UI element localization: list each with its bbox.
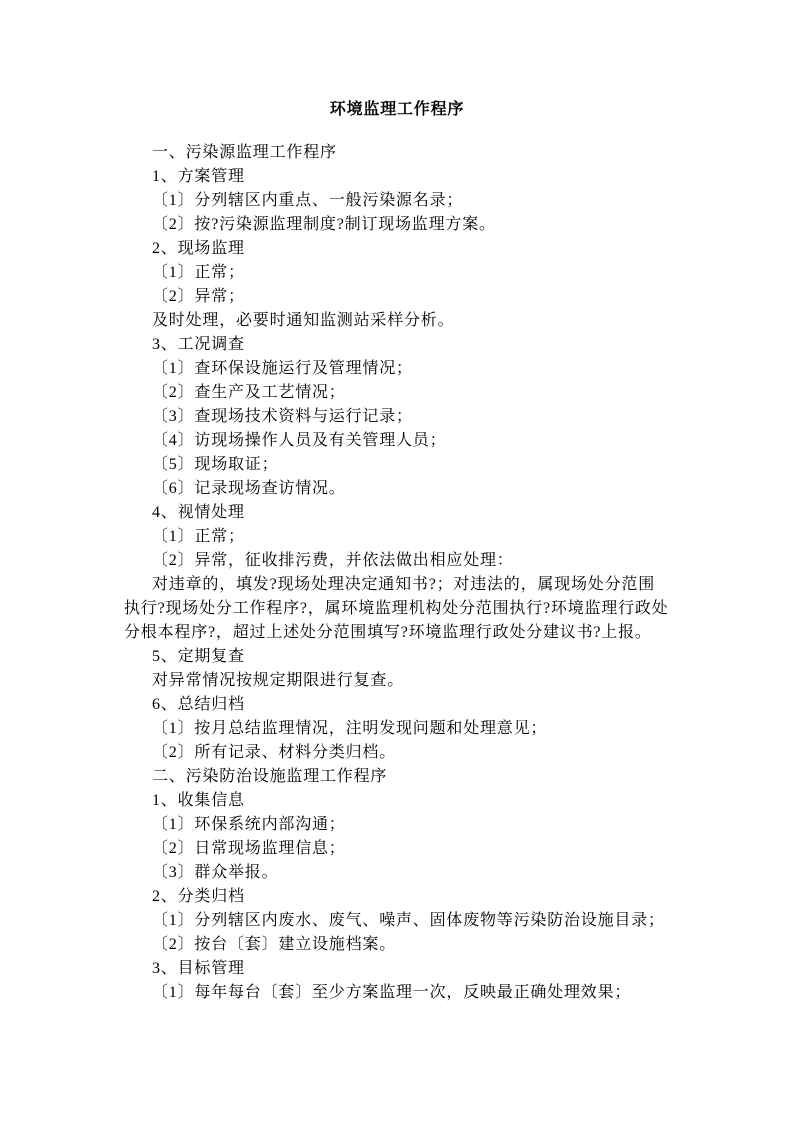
list-item: 〔1〕每年每台〔套〕至少方案监理一次，反映最正确处理效果； [152, 984, 632, 1001]
list-item: 〔1〕分列辖区内废水、废气、噪声、固体废物等污染防治设施目录； [152, 912, 665, 929]
subsection-heading: 5、定期复查 [152, 648, 245, 665]
note-paragraph: 及时处理，必要时通知监测站采样分析。 [152, 312, 455, 329]
paragraph-line: 对违章的，填发?现场处理决定通知书?；对违法的，属现场处分范围 [152, 576, 656, 593]
list-item: 〔2〕查生产及工艺情况； [152, 384, 346, 401]
list-item: 〔1〕查环保设施运行及管理情况； [152, 360, 413, 377]
subsection-heading: 3、工况调查 [152, 336, 245, 353]
list-item: 〔2〕按?污染源监理制度?制订现场监理方案。 [152, 216, 496, 233]
subsection-heading: 2、分类归档 [152, 888, 245, 905]
list-item: 〔4〕访现场操作人员及有关管理人员； [152, 432, 447, 449]
list-item: 〔5〕现场取证； [152, 456, 279, 473]
list-item: 〔2〕异常，征收排污费，并依法做出相应处理： [152, 552, 514, 569]
subsection-heading: 1、方案管理 [152, 168, 245, 185]
list-item: 〔2〕所有记录、材料分类归档。 [152, 744, 397, 761]
list-item: 〔1〕环保系统内部沟通； [152, 816, 346, 833]
subsection-heading: 6、总结归档 [152, 696, 245, 713]
note-paragraph: 对异常情况按规定期限进行复查。 [152, 672, 405, 689]
list-item: 〔3〕群众举报。 [152, 864, 279, 881]
list-item: 〔1〕正常； [152, 264, 245, 281]
list-item: 〔2〕异常； [152, 288, 245, 305]
list-item: 〔6〕记录现场查访情况。 [152, 480, 346, 497]
paragraph-line: 执行?现场处分工作程序?，属环境监理机构处分范围执行?环境监理行政处 [124, 600, 669, 617]
list-item: 〔1〕正常； [152, 528, 245, 545]
subsection-heading: 3、目标管理 [152, 960, 245, 977]
list-item: 〔2〕按台〔套〕建立设施档案。 [152, 936, 397, 953]
section-heading: 二、污染防治设施监理工作程序 [152, 768, 388, 785]
list-item: 〔1〕分列辖区内重点、一般污染源名录； [152, 192, 464, 209]
subsection-heading: 4、视情处理 [152, 504, 245, 521]
subsection-heading: 2、现场监理 [152, 240, 245, 257]
document-body [124, 141, 724, 1005]
list-item: 〔1〕按月总结监理情况，注明发现问题和处理意见； [152, 720, 548, 737]
section-heading: 一、污染源监理工作程序 [152, 144, 337, 161]
document-title: 环境监理工作程序 [329, 101, 465, 118]
list-item: 〔3〕查现场技术资料与运行记录； [152, 408, 413, 425]
subsection-heading: 1、收集信息 [152, 792, 245, 809]
list-item: 〔2〕日常现场监理信息； [152, 840, 346, 857]
paragraph-line: 分根本程序?，超过上述处分范围填写?环境监理行政处分建议书?上报。 [124, 624, 652, 641]
